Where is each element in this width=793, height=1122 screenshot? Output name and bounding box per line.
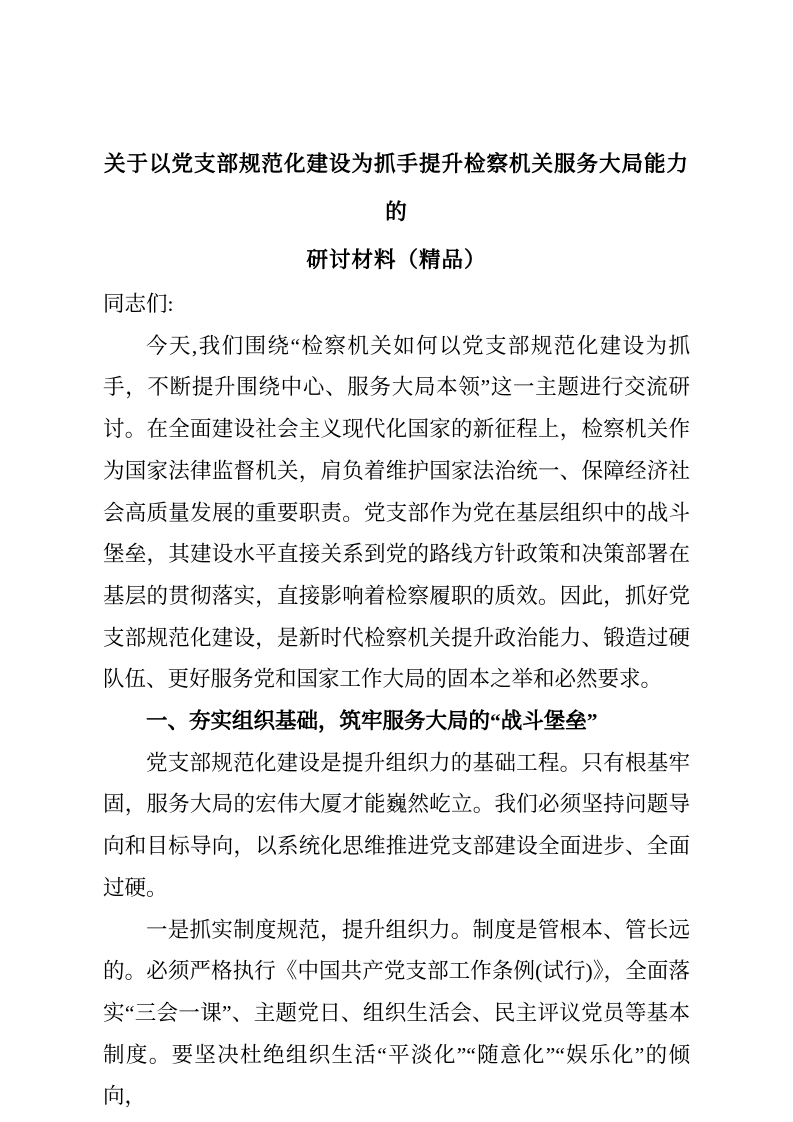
section-1-paragraph-2: 一是抓实制度规范，提升组织力。制度是管根本、管长远的。必须严格执行《中国共产党支部工作条例(试行)》，全面落实“三会一课”、主题党日、组织生活会、民主评议党员等基本制度。要坚决杜绝组织生活“平淡化”“随意化”“娱乐化”的倾向， <box>103 917 690 1109</box>
document-body <box>103 284 690 1118</box>
title-line-2: 研讨材料（精品） <box>306 248 487 272</box>
salutation: 同志们: <box>103 292 174 316</box>
section-heading-1: 一、夯实组织基础，筑牢服务大局的“战斗堡垒” <box>146 709 598 734</box>
section-1-paragraph-1: 党支部规范化建设是提升组织力的基础工程。只有根基牢固，服务大局的宏伟大厦才能巍然屹立。我们必须坚持问题导向和目标导向，以系统化思维推进党支部建设全面进步、全面过硬。 <box>103 750 690 900</box>
title-line-1: 关于以党支部规范化建设为抓手提升检察机关服务大局能力的 <box>103 152 689 224</box>
intro-paragraph: 今天,我们围绕“检察机关如何以党支部规范化建设为抓手，不断提升围绕中心、服务大局本领”这一主题进行交流研讨。在全面建设社会主义现代化国家的新征程上，检察机关作为国家法律监督机关，肩负着维护国家法治统一、保障经济社会高质量发展的重要职责。党支部作为党在基层组织中的战斗堡垒，其建设水平直接关系到党的路线方针政策和决策部署在基层的贯彻落实，直接影响着检察履职的质效。因此，抓好党支部规范化建设，是新时代检察机关提升政治能力、锻造过硬队伍、更好服务党和国家工作大局的固本之举和必然要求。 <box>103 333 690 692</box>
document-title <box>103 140 690 284</box>
